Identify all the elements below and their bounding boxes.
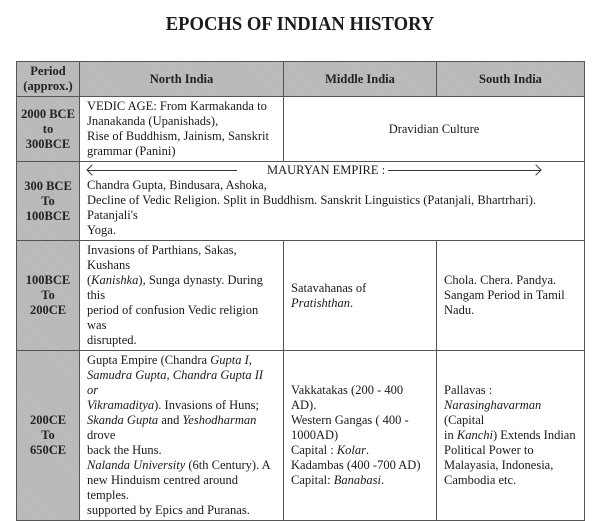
header-period: [17, 62, 80, 97]
arrow-left-icon: [87, 170, 237, 171]
table-row: [17, 351, 585, 521]
italic-text: Kolar: [336, 443, 367, 457]
header-period-line1: Period: [30, 64, 66, 78]
text-line: Nadu.: [444, 303, 475, 317]
table-row: [17, 162, 585, 241]
italic-text: Kanchi: [456, 428, 493, 442]
italic-text: Samudra Gupta, Chandra Gupta II or: [87, 368, 264, 397]
period-cell: [17, 241, 80, 351]
mauryan-banner: [87, 163, 578, 178]
text-line: [87, 353, 277, 368]
middle-south-merged-cell: Dravidian Culture: [284, 97, 585, 162]
header-row: [17, 62, 585, 97]
italic-text: Narasinghavarman: [444, 398, 542, 412]
italic-text: Kanishka: [91, 273, 139, 287]
header-north-india: North India: [80, 62, 284, 97]
middle-india-cell: [284, 351, 437, 521]
period-separator: To: [41, 288, 55, 302]
period-start: 300 BCE: [24, 178, 72, 193]
text-line: Jnanakanda (Upanishads),: [87, 114, 219, 128]
text-span: Gupta Empire (Chandra: [87, 353, 211, 367]
north-india-cell: [80, 241, 284, 351]
epochs-table: [16, 61, 585, 521]
text-line: Vakkatakas (200 - 400 AD).: [291, 383, 404, 412]
text-line: [444, 398, 578, 428]
period-separator: To: [41, 428, 55, 442]
text-span: .: [366, 443, 370, 457]
period-start: 100BCE: [25, 273, 71, 287]
text-line: Invasions of Parthians, Sakas, Kushans: [87, 243, 237, 272]
period-end: 650CE: [29, 443, 67, 457]
text-line: [87, 458, 277, 473]
north-india-cell: [80, 351, 284, 521]
period-end: 300BCE: [25, 136, 71, 151]
text-span: Capital :: [291, 443, 337, 457]
text-line: Pallavas :: [444, 383, 493, 397]
text-span: ), Sunga dynasty. During this: [87, 273, 263, 302]
italic-text: Skanda Gupta: [87, 413, 159, 427]
text-line: Malayasia, Indonesia,: [444, 458, 554, 472]
mauryan-empire-label: MAURYAN EMPIRE :: [267, 163, 386, 177]
text-line: [444, 428, 578, 443]
text-span: Capital:: [291, 473, 334, 487]
text-line: [291, 443, 430, 458]
text-line: Sangam Period in Tamil: [444, 288, 565, 302]
text-span: in: [444, 428, 457, 442]
italic-text: Pratishthan: [291, 295, 351, 310]
text-line: Cambodia etc.: [444, 473, 517, 487]
text-span: (: [87, 273, 92, 287]
south-india-cell: [437, 241, 585, 351]
header-middle-india: Middle India: [284, 62, 437, 97]
text-line: [87, 413, 277, 443]
text-line: Kadambas (400 -700 AD): [291, 458, 421, 472]
italic-text: Banabasi: [333, 473, 381, 487]
period-separator: To: [41, 193, 55, 208]
page-title: EPOCHS OF INDIAN HISTORY: [165, 13, 435, 35]
header-south-india: South India: [437, 62, 585, 97]
text-line: back the Huns.: [87, 443, 162, 457]
text-span: and: [158, 413, 183, 427]
header-period-line2: (approx.): [23, 79, 73, 93]
text-line: Decline of Vedic Religion. Split in Buddhism. Sanskrit Linguistics (Patanjali, Bhartrhari). Patanjali's: [87, 193, 537, 222]
text-line: supported by Epics and Puranas.: [87, 503, 250, 517]
middle-india-cell: [284, 241, 437, 351]
text-line: VEDIC AGE: From Karmakanda to: [87, 99, 267, 113]
text-span: Satavahanas of: [291, 280, 367, 295]
text-line: Yoga.: [87, 223, 116, 237]
period-end: 200CE: [29, 303, 67, 317]
text-line: Western Gangas ( 400 -: [291, 413, 409, 427]
south-india-cell: [437, 351, 585, 521]
arrow-right-icon: [388, 170, 541, 171]
text-span: (6th Century). A: [185, 458, 271, 472]
period-cell: [17, 162, 80, 241]
text-span: ) Extends Indian: [492, 428, 576, 442]
text-line: [87, 273, 277, 303]
period-start: 2000 BCE: [21, 106, 75, 121]
period-end: 100BCE: [25, 208, 71, 223]
text-line: new Hinduism centred around temples.: [87, 473, 239, 502]
italic-text: Nalanda University: [87, 458, 186, 472]
text-line: Political Power to: [444, 443, 534, 457]
period-start: 200CE: [29, 413, 67, 427]
text-line: disrupted.: [87, 333, 137, 347]
table-row: [17, 241, 585, 351]
mauryan-empire-cell: [80, 162, 585, 241]
text-line: 1000AD): [291, 428, 339, 442]
text-span: drove: [87, 428, 116, 442]
italic-text: Yeshodharman: [182, 413, 257, 427]
text-span: .: [350, 295, 354, 310]
period-separator: to: [42, 121, 54, 136]
north-india-cell: [80, 97, 284, 162]
text-line: grammar (Panini): [87, 144, 176, 158]
text-span: ). Invasions of Huns;: [154, 398, 259, 412]
text-line: period of confusion Vedic religion was: [87, 303, 259, 332]
text-line: [87, 368, 277, 398]
text-line: [87, 398, 277, 413]
table-row: [17, 97, 585, 162]
period-cell: [17, 351, 80, 521]
text-line: Rise of Buddhism, Jainism, Sanskrit: [87, 129, 269, 143]
text-span: (Capital: [444, 413, 485, 427]
period-cell: [17, 97, 80, 162]
italic-text: Vikramaditya: [87, 398, 155, 412]
text-line: [291, 473, 430, 488]
text-line: Chola. Chera. Pandya.: [444, 273, 557, 287]
text-line: Chandra Gupta, Bindusara, Ashoka,: [87, 178, 267, 192]
text-span: .: [380, 473, 385, 487]
italic-text: Gupta I,: [210, 353, 252, 367]
